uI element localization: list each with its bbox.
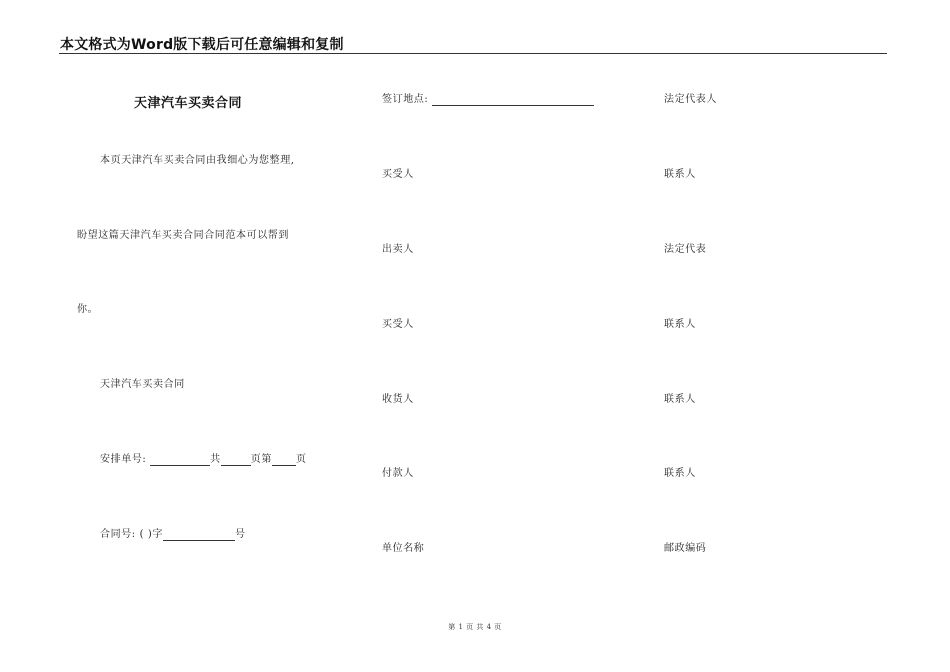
page-footer: 第 1 页 共 4 页 <box>448 623 502 631</box>
contact-label-4: 联系人 <box>664 468 696 479</box>
sign-place-label: 签订地点: <box>382 94 429 105</box>
seller-label: 出卖人 <box>382 244 414 255</box>
document-banner: 本文格式为Word版下载后可任意编辑和复制 <box>60 37 344 53</box>
contract-subtitle: 天津汽车买卖合同 <box>100 379 185 390</box>
contract-number-paren: ( ) <box>139 529 153 540</box>
arrange-number-row <box>100 454 307 466</box>
contract-number-blank <box>163 530 235 541</box>
sign-place-row <box>382 94 594 106</box>
contract-number-char: 字 <box>152 529 163 540</box>
arrange-number-blank <box>150 455 210 466</box>
contact-label-1: 联系人 <box>664 169 696 180</box>
intro-line-3: 你。 <box>77 304 99 315</box>
sign-place-blank <box>432 95 594 106</box>
payer-label: 付款人 <box>382 468 414 479</box>
header-divider <box>59 53 887 54</box>
intro-line-2: 盼望这篇天津汽车买卖合同合同范本可以帮到 <box>77 230 289 241</box>
contract-number-label: 合同号: <box>100 529 136 540</box>
arrange-page-label: 页第 <box>250 454 272 465</box>
arrange-page-end: 页 <box>295 454 307 465</box>
unit-name-label: 单位名称 <box>382 543 425 554</box>
contact-label-3: 联系人 <box>664 394 696 405</box>
contract-number-row <box>100 529 246 541</box>
intro-line-1: 本页天津汽车买卖合同由我细心为您整理, <box>100 155 295 166</box>
page-number-blank <box>272 455 296 466</box>
postcode-label: 邮政编码 <box>664 543 707 554</box>
legal-representative-label-2: 法定代表 <box>664 244 707 255</box>
consignee-label: 收货人 <box>382 394 414 405</box>
arrange-number-label: 安排单号: <box>100 454 147 465</box>
arrange-total-label: 共 <box>210 454 221 465</box>
contract-number-end: 号 <box>234 529 246 540</box>
buyer-label-2: 买受人 <box>382 319 414 330</box>
contact-label-2: 联系人 <box>664 319 696 330</box>
contract-title: 天津汽车买卖合同 <box>134 96 243 111</box>
legal-representative-label-1: 法定代表人 <box>664 94 717 105</box>
buyer-label-1: 买受人 <box>382 169 414 180</box>
total-pages-blank <box>221 455 251 466</box>
